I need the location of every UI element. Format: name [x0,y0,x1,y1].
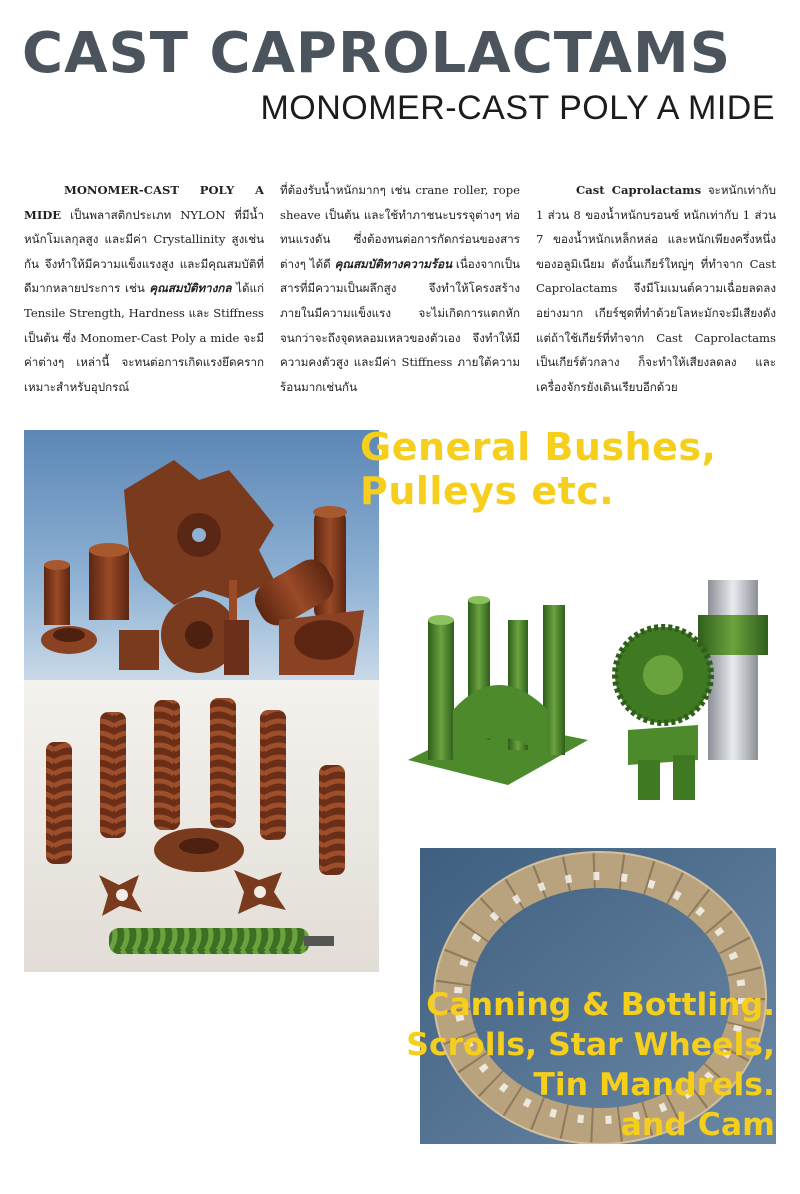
column-text: เนื่องจากเป็นสารที่มีความเป็นผลึกสูง จึงทำให้โครงสร้างภายในมีความแข็งแรง จะไม่เกิดการแตกหักจนกว่าจะถึงจุดหลอมเหลวของตัวเอง จึงทำให้มีความคงตัวสูง และมีค่า Stiffness ภายใต้ความร้อนมากเช่นกัน [280,256,520,394]
green-parts-photo [398,560,778,810]
text-column-3 [536,178,776,399]
column-emphasis: คุณสมบัติทางกล [149,281,232,296]
text-column-2 [280,178,520,399]
caption-line: Scrolls, Star Wheels, [406,1027,775,1063]
column-text: จะหนักเท่ากับ 1 ส่วน 8 ของน้ำหนักบรอนซ์ หนักเท่ากับ 1 ส่วน 7 ของน้ำหนักเหล็กหล่อ และหนักเพียงครึ่งหนึ่งของอลูมิเนียม ดังนั้นเกียร์ใหญ่ๆ ที่ทำจาก Cast Caprolactams จึงมีโมเมนต์ความเฉื่อยลดลงอย่างมาก เกียร์ชุดที่ทำด้วยโลหะมักจะมีเสียงดังแต่ถ้าใช้เกียร์ที่ทำจาก Cast Caprolactams เป็นเกียร์ตัวกลาง ก็จะทำให้เสียงลดลง และเครื่องจักรยังเดินเรียบอีกด้วย [536,183,776,394]
column-emphasis: คุณสมบัติทางความร้อน [334,256,453,271]
column-text: ที่ต้องรับน้ำหนักมากๆ เช่น crane roller, rope sheave เป็นต้น และใช้ทำภาชนะบรรจุต่างๆ ท่อทนแรงดัน ซึ่งต้องทนต่อการกัดกร่อนของสารต่างๆ ได้ดี [280,183,520,271]
page-title: CAST CAPROLACTAMS [22,21,732,86]
caption-canning-bottling [406,985,775,1145]
caption-line: Canning & Bottling. [426,987,775,1023]
column-text: ได้แก่ Tensile Strength, Hardness และ Stiffness เป็นต้น ซึ่ง Monomer-Cast Poly a mide จะมีค่าต่างๆ เหล่านี้ จะทนต่อการเกิดแรงยึดคราก เหมาะสำหรับอุปกรณ์ [24,281,265,394]
column-lead: MONOMER-CAST POLY A MIDE [24,183,264,222]
caption-general-bushes [360,425,716,513]
caption-line: Pulleys etc. [360,469,615,513]
column-lead: Cast Caprolactams [576,183,702,197]
text-column-1 [24,178,264,399]
page-subtitle: MONOMER-CAST POLY A MIDE [260,89,775,127]
column-text: เป็นพลาสติกประเภท NYLON ที่มีน้ำหนักโมเลกุลสูง และมีค่า Crystallinity สูงเช่นกัน จึงทำให้มีความแข็งแรงสูง และมีคุณสมบัติที่ดีมากหลายประการ เช่น [24,207,264,296]
caption-line: General Bushes, [360,425,717,469]
caption-line: Tin Mandrels. [533,1067,775,1103]
caption-line: and Cam [620,1107,775,1143]
scrolls-star-wheels-photo [24,680,379,972]
brown-bushes-photo [24,430,379,680]
